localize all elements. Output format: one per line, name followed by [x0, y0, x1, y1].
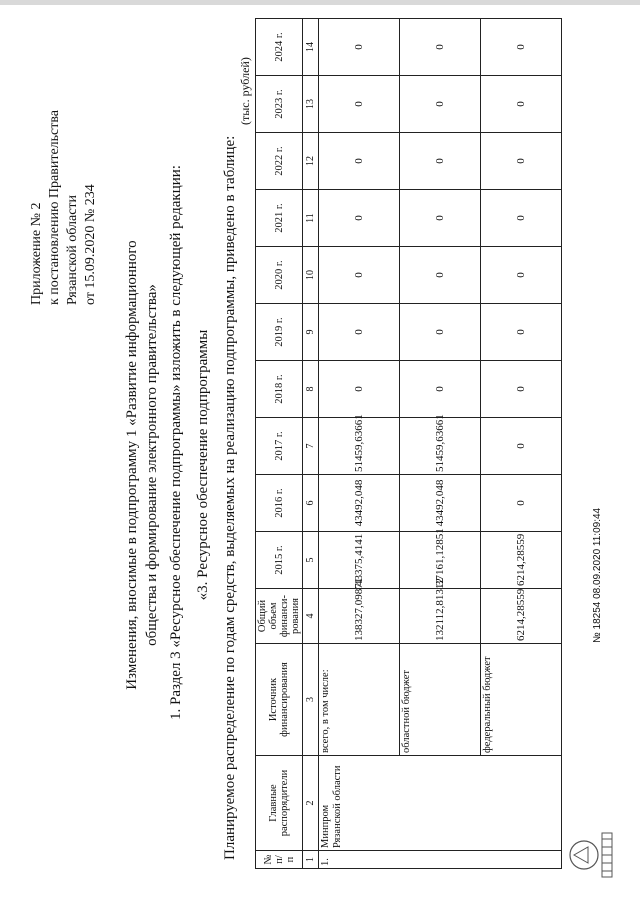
col-number: 8 [303, 361, 319, 418]
header-line-2: к постановлению Правительства [47, 109, 62, 305]
row-manager: Минпром Рязанской области [319, 756, 562, 851]
row-year-value: 0 [400, 19, 481, 76]
header-num: № п/п [256, 851, 303, 869]
col-number: 14 [303, 19, 319, 76]
row-year-value: 0 [481, 247, 562, 304]
col-number: 1 [303, 851, 319, 869]
row-year-value: 0 [481, 76, 562, 133]
row-year-value: 43492,048 [319, 475, 400, 532]
header-year: 2015 г. [256, 532, 303, 589]
row-source: всего, в том числе: [319, 644, 400, 756]
row-year-value: 43492,048 [400, 475, 481, 532]
row-year-value: 0 [481, 304, 562, 361]
row-year-value: 0 [400, 190, 481, 247]
registration-stamp-icon [560, 825, 620, 885]
financing-table [255, 18, 562, 869]
paragraph-2: Планируемое распределение по годам средств, выделяемых на реализацию подпрограммы, приведено в таблице: [222, 135, 238, 860]
row-total: 138327,09871 [319, 589, 400, 644]
units-label: (тыс. рублей) [238, 57, 252, 125]
col-number: 6 [303, 475, 319, 532]
paragraph-1: 1. Раздел 3 «Ресурсное обеспечение подпрограммы» изложить в следующей редакции: [168, 165, 184, 720]
row-year-value: 6214,28559 [481, 532, 562, 589]
header-year: 2019 г. [256, 304, 303, 361]
col-number: 2 [303, 756, 319, 851]
header-line-1: Приложение № 2 [29, 202, 44, 305]
table-row [400, 19, 481, 869]
row-year-value: 0 [319, 19, 400, 76]
row-source: областной бюджет [400, 644, 481, 756]
row-year-value: 0 [400, 133, 481, 190]
row-year-value: 0 [481, 190, 562, 247]
col-number: 5 [303, 532, 319, 589]
row-year-value: 51459,63661 [319, 418, 400, 475]
row-year-value: 0 [319, 304, 400, 361]
header-year: 2017 г. [256, 418, 303, 475]
registration-footer: № 18254 08.09.2020 11:09:44 [592, 507, 603, 643]
row-year-value: 0 [319, 76, 400, 133]
column-number-row [303, 19, 319, 869]
col-number: 4 [303, 589, 319, 644]
header-total: Общий объем финанси-рования [256, 589, 303, 644]
row-year-value: 0 [319, 133, 400, 190]
table-row [481, 19, 562, 869]
col-number: 9 [303, 304, 319, 361]
header-manager: Главные распорядители [256, 756, 303, 851]
header-year: 2022 г. [256, 133, 303, 190]
table-header-row [256, 19, 303, 869]
col-number: 10 [303, 247, 319, 304]
row-year-value: 0 [319, 361, 400, 418]
row-year-value: 43375,4141 [319, 532, 400, 589]
row-total: 6214,28559 [481, 589, 562, 644]
col-number: 7 [303, 418, 319, 475]
row-number: 1. [319, 851, 562, 869]
row-year-value: 0 [481, 475, 562, 532]
row-year-value: 0 [400, 76, 481, 133]
row-year-value: 0 [400, 304, 481, 361]
row-year-value: 0 [481, 361, 562, 418]
header-year: 2023 г. [256, 76, 303, 133]
row-year-value: 0 [400, 361, 481, 418]
row-year-value: 0 [481, 19, 562, 76]
row-year-value: 0 [481, 418, 562, 475]
col-number: 13 [303, 76, 319, 133]
row-source: федеральный бюджет [481, 644, 562, 756]
header-year: 2020 г. [256, 247, 303, 304]
col-number: 11 [303, 190, 319, 247]
header-source: Источник финансирования [256, 644, 303, 756]
row-total: 132112,81312 [400, 589, 481, 644]
row-year-value: 0 [481, 133, 562, 190]
document-header [28, 25, 100, 305]
title-line-2: общества и формирование электронного правительства» [144, 284, 160, 646]
header-year: 2021 г. [256, 190, 303, 247]
title-line-1: Изменения, вносимые в подпрограмму 1 «Развитие информационного [124, 240, 140, 690]
row-year-value: 0 [400, 247, 481, 304]
col-number: 12 [303, 133, 319, 190]
row-year-value: 0 [319, 190, 400, 247]
row-year-value: 0 [319, 247, 400, 304]
row-year-value: 37161,12851 [400, 532, 481, 589]
header-line-3: Рязанской области [65, 194, 80, 305]
row-year-value: 51459,63661 [400, 418, 481, 475]
document-title [122, 115, 162, 815]
table-row [319, 19, 400, 869]
col-number: 3 [303, 644, 319, 756]
header-line-4: от 15.09.2020 № 234 [83, 184, 98, 305]
header-year: 2024 г. [256, 19, 303, 76]
section-title: «3. Ресурсное обеспечение подпрограммы [195, 329, 211, 601]
header-year: 2018 г. [256, 361, 303, 418]
header-year: 2016 г. [256, 475, 303, 532]
